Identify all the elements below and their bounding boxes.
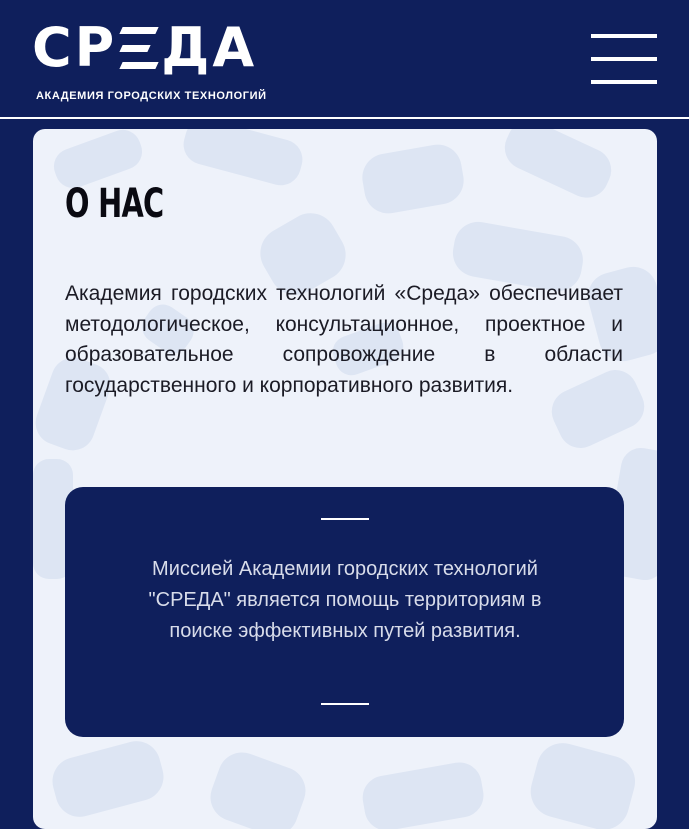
hamburger-icon-line	[591, 80, 657, 84]
mission-top-rule	[321, 518, 369, 520]
mission-bottom-rule	[321, 703, 369, 705]
about-card	[33, 129, 657, 829]
about-description: Академия городских технологий «Среда» обеспечивает методологическое, консультационное, проектное и образовательное сопровождение в области государственного и корпоративного развития.	[65, 282, 623, 397]
mission-text: Миссией Академии городских технологий "СРЕДА" является помощь территориям в поиске эффективных путей развития.	[148, 558, 542, 642]
menu-button[interactable]	[591, 34, 657, 84]
logo-text-left: СР	[32, 16, 118, 79]
hamburger-icon-line	[591, 57, 657, 61]
logo-text-right: ДА	[161, 16, 258, 79]
logo-e-stripes-icon	[121, 27, 157, 69]
mission-panel	[65, 487, 624, 737]
logo[interactable]	[32, 16, 258, 79]
hamburger-icon	[591, 34, 657, 38]
logo-tagline: АКАДЕМИЯ ГОРОДСКИХ ТЕХНОЛОГИЙ	[36, 90, 267, 102]
page-title: О НАС	[65, 181, 164, 227]
header	[0, 0, 689, 116]
header-divider	[0, 117, 689, 119]
